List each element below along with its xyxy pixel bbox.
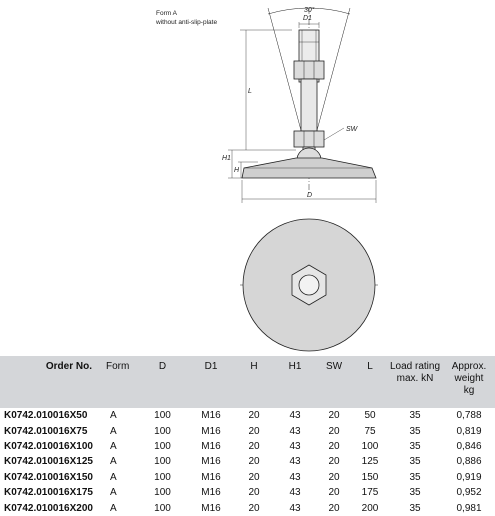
cell-form: A <box>110 456 117 468</box>
cell-weight: 0,788 <box>456 410 482 422</box>
cell-d1: M16 <box>201 502 221 514</box>
header-weight <box>443 356 495 408</box>
header-form: Form <box>106 361 130 372</box>
form-note-line2: without anti-slip-plate <box>156 19 218 26</box>
cell-load: 35 <box>409 502 421 514</box>
header-order-no: Order No. <box>45 361 92 372</box>
side-view <box>228 8 376 203</box>
cell-order-no: K0742.010016X75 <box>4 425 88 437</box>
cell-h1: 43 <box>289 440 301 452</box>
header-load-line2: max. kN <box>396 373 434 384</box>
cell-d: 100 <box>154 425 171 437</box>
cell-weight: 0,846 <box>456 440 482 452</box>
header-weight-line3: kg <box>463 385 475 396</box>
cell-weight: 0,819 <box>456 425 482 437</box>
cell-d1: M16 <box>201 410 221 422</box>
header-h: H <box>250 361 258 372</box>
cell-l: 75 <box>364 425 376 437</box>
cell-d: 100 <box>154 471 171 483</box>
cell-l: 150 <box>361 471 379 483</box>
cell-order-no: K0742.010016X125 <box>4 456 93 468</box>
cell-l: 50 <box>364 410 376 422</box>
header-d1: D1 <box>204 361 218 372</box>
cell-order-no: K0742.010016X200 <box>4 502 93 514</box>
cell-d1: M16 <box>201 487 221 499</box>
cell-h1: 43 <box>289 471 301 483</box>
cell-h: 20 <box>248 502 260 514</box>
cell-h: 20 <box>248 487 260 499</box>
cell-d1: M16 <box>201 456 221 468</box>
table-row <box>0 439 495 454</box>
cell-weight: 0,952 <box>456 487 482 499</box>
header-weight-line1: Approx. <box>451 361 487 372</box>
cell-sw: 20 <box>328 440 340 452</box>
cell-weight: 0,981 <box>456 502 482 514</box>
cell-sw: 20 <box>328 425 340 437</box>
cell-h: 20 <box>248 425 260 437</box>
cell-order-no: K0742.010016X150 <box>4 471 93 483</box>
cell-load: 35 <box>409 456 421 468</box>
table-row <box>0 470 495 485</box>
cell-h1: 43 <box>289 502 301 514</box>
cell-l: 175 <box>361 487 379 499</box>
cell-h1: 43 <box>289 456 301 468</box>
table-row <box>0 423 495 438</box>
cell-load: 35 <box>409 487 421 499</box>
table-row <box>0 408 495 423</box>
cell-d: 100 <box>154 456 171 468</box>
cell-h: 20 <box>248 471 260 483</box>
cell-form: A <box>110 425 117 437</box>
label-h: H <box>234 167 240 174</box>
cell-d1: M16 <box>201 440 221 452</box>
cell-order-no: K0742.010016X100 <box>4 440 93 452</box>
cell-d1: M16 <box>201 471 221 483</box>
header-load-line1: Load rating <box>389 361 441 372</box>
label-d: D <box>307 192 313 199</box>
top-view <box>240 219 378 351</box>
cell-h: 20 <box>248 410 260 422</box>
cell-d: 100 <box>154 487 171 499</box>
cell-load: 35 <box>409 440 421 452</box>
cell-d: 100 <box>154 502 171 514</box>
cell-form: A <box>110 502 117 514</box>
cell-h1: 43 <box>289 487 301 499</box>
cell-sw: 20 <box>328 502 340 514</box>
header-d: D <box>158 361 167 372</box>
header-weight-line2: weight <box>454 373 484 384</box>
cell-d: 100 <box>154 410 171 422</box>
cell-form: A <box>110 487 117 499</box>
cell-load: 35 <box>409 425 421 437</box>
header-h1: H1 <box>288 361 302 372</box>
label-l: L <box>248 88 252 95</box>
cell-h: 20 <box>248 440 260 452</box>
cell-h1: 43 <box>289 410 301 422</box>
cell-l: 100 <box>361 440 379 452</box>
cell-order-no: K0742.010016X50 <box>4 410 88 422</box>
cell-sw: 20 <box>328 410 340 422</box>
angle-label: 30° <box>304 7 315 14</box>
table-row <box>0 454 495 469</box>
cell-l: 125 <box>361 456 379 468</box>
cell-form: A <box>110 410 117 422</box>
cell-d: 100 <box>154 440 171 452</box>
cell-sw: 20 <box>328 471 340 483</box>
cell-form: A <box>110 440 117 452</box>
table-row <box>0 500 495 515</box>
cell-load: 35 <box>409 410 421 422</box>
cell-weight: 0,886 <box>456 456 482 468</box>
label-h1: H1 <box>222 155 231 162</box>
cell-sw: 20 <box>328 456 340 468</box>
label-d1: D1 <box>303 15 312 22</box>
cell-weight: 0,919 <box>456 471 482 483</box>
header-l: L <box>367 361 373 372</box>
cell-form: A <box>110 471 117 483</box>
header-sw: SW <box>325 361 343 372</box>
table-header-row <box>0 356 495 408</box>
cell-load: 35 <box>409 471 421 483</box>
cell-l: 200 <box>361 502 379 514</box>
cell-order-no: K0742.010016X175 <box>4 487 93 499</box>
table-row <box>0 485 495 500</box>
cell-d1: M16 <box>201 425 221 437</box>
form-note-line1: Form A <box>156 10 177 17</box>
cell-sw: 20 <box>328 487 340 499</box>
cell-h: 20 <box>248 456 260 468</box>
cell-h1: 43 <box>289 425 301 437</box>
spec-table <box>0 356 495 516</box>
header-load-rating <box>387 356 443 408</box>
label-sw: SW <box>346 126 358 133</box>
